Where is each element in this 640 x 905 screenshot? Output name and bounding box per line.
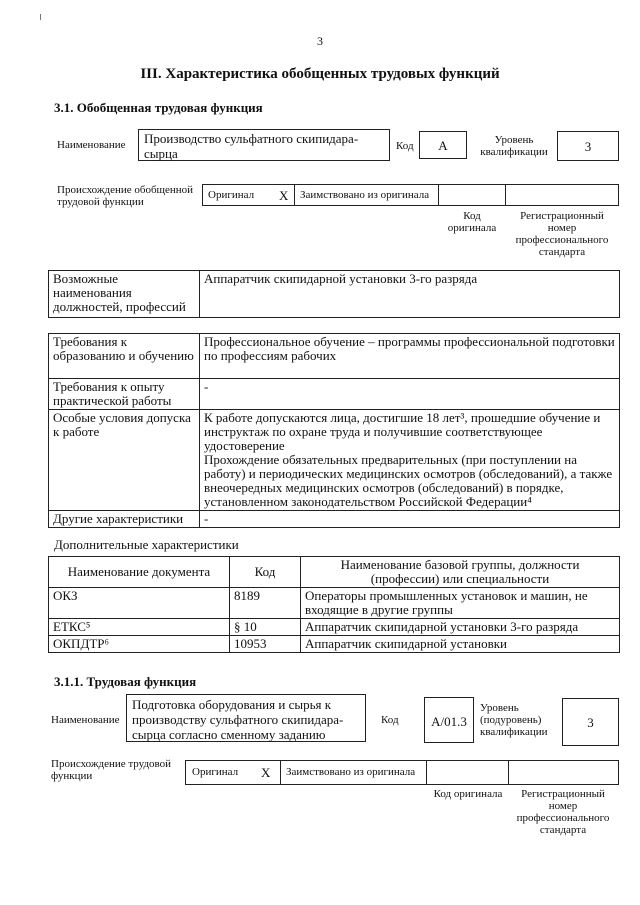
table-row [49,619,620,636]
req-admission-label: Особые условия допуска к работе [49,410,200,511]
tf-reg-number-cell [508,760,619,785]
gtf-caption-reg: Регистрационный номер профессионального стандарта [515,210,609,258]
gtf-original-label: Оригинал [208,189,255,201]
positions-label: Возможные наименования должностей, профессий [49,271,200,318]
gtf-borrowed-label: Заимствовано из оригинала [300,189,430,201]
gtf-original-mark: X [279,188,289,203]
gtf-reg-number-cell [505,184,619,206]
gtf-name-value: Производство сульфатного скипидара-сырца [144,131,359,161]
tf-caption-reg: Регистрационный номер профессионального стандарта [516,788,610,836]
table-row [49,636,620,653]
req-experience-label: Требования к опыту практической работы [49,379,200,410]
table-row [49,588,620,619]
tf-original-cell [185,760,281,785]
additional-cell-code: 8189 [230,588,301,619]
tf-original-code-cell [426,760,509,785]
tf-code-value: А/01.3 [431,714,467,729]
tf-caption-code: Код оригинала [433,788,503,800]
gtf-code-box [419,131,467,159]
gtf-borrowed-cell [294,184,439,206]
additional-cell-code: 10953 [230,636,301,653]
tf-borrowed-label: Заимствовано из оригинала [286,766,416,778]
page-number: 3 [317,34,323,48]
gtf-name-label: Наименование [57,139,126,151]
positions-table [48,270,620,318]
tf-origin-label: Происхождение трудовой функции [51,758,172,782]
additional-cell-group: Аппаратчик скипидарной установки 3-го разряда [301,619,620,636]
additional-cell-group: Аппаратчик скипидарной установки [301,636,620,653]
additional-cell-group: Операторы промышленных установок и машин, не входящие в другие группы [301,588,620,619]
gtf-original-cell [202,184,295,206]
tf-code-label: Код [381,714,399,726]
additional-header-group: Наименование базовой группы, должности (профессии) или специальности [301,557,620,588]
gtf-heading: 3.1. Обобщенная трудовая функция [54,100,263,115]
tf-level-value: 3 [587,715,594,730]
scan-mark [40,14,41,20]
tf-original-mark: X [261,765,271,780]
tf-code-box [424,697,474,743]
additional-cell-doc: ОКПДТР⁶ [49,636,230,653]
req-other-label: Другие характеристики [49,511,200,528]
tf-name-field [126,694,366,742]
gtf-code-label: Код [396,140,414,152]
tf-heading: 3.1.1. Трудовая функция [54,674,197,689]
req-admission-value: К работе допускаются лица, достигшие 18 лет³, прошедшие обучение и инструктаж по охране труда и получившие соответствующее удостоверение Прохождение обязательных предварительных (при поступлении на работу) и периодических медицинских осмотров (обследований), а также внеочередных медицинских осмотров (обследований) в порядке, установленном законодательством Российской Федерации⁴ [200,410,620,511]
gtf-level-value: 3 [584,139,592,154]
gtf-level-label: Уровень квалификации [480,134,548,158]
positions-value: Аппаратчик скипидарной установки 3-го разряда [200,271,620,318]
gtf-code-value: А [438,138,448,153]
additional-table [48,556,620,653]
tf-level-box [562,698,619,746]
additional-header-doc: Наименование документа [49,557,230,588]
tf-original-label: Оригинал [192,766,239,778]
additional-cell-doc: ОКЗ [49,588,230,619]
req-education-value: Профессиональное обучение – программы профессиональной подготовки по профессиям рабочих [200,334,620,379]
gtf-origin-label: Происхождение обобщенной трудовой функции [57,184,194,208]
tf-name-label: Наименование [51,714,120,726]
gtf-name-field [138,129,390,161]
req-education-label: Требования к образованию и обучению [49,334,200,379]
requirements-table [48,333,620,528]
tf-level-label: Уровень (подуровень) квалификации [480,702,548,738]
additional-header-code: Код [230,557,301,588]
additional-cell-doc: ЕТКС⁵ [49,619,230,636]
gtf-level-box [557,131,619,161]
additional-cell-code: § 10 [230,619,301,636]
gtf-caption-code: Код оригинала [447,210,497,234]
tf-name-value: Подготовка оборудования и сырья к производству сульфатного скипидара-сырца согласно сменному заданию [132,697,344,742]
section-title: III. Характеристика обобщенных трудовых функций [140,66,500,82]
additional-title: Дополнительные характеристики [54,537,239,552]
req-other-value: - [200,511,620,528]
req-experience-value: - [200,379,620,410]
gtf-original-code-cell [438,184,506,206]
tf-borrowed-cell [280,760,427,785]
